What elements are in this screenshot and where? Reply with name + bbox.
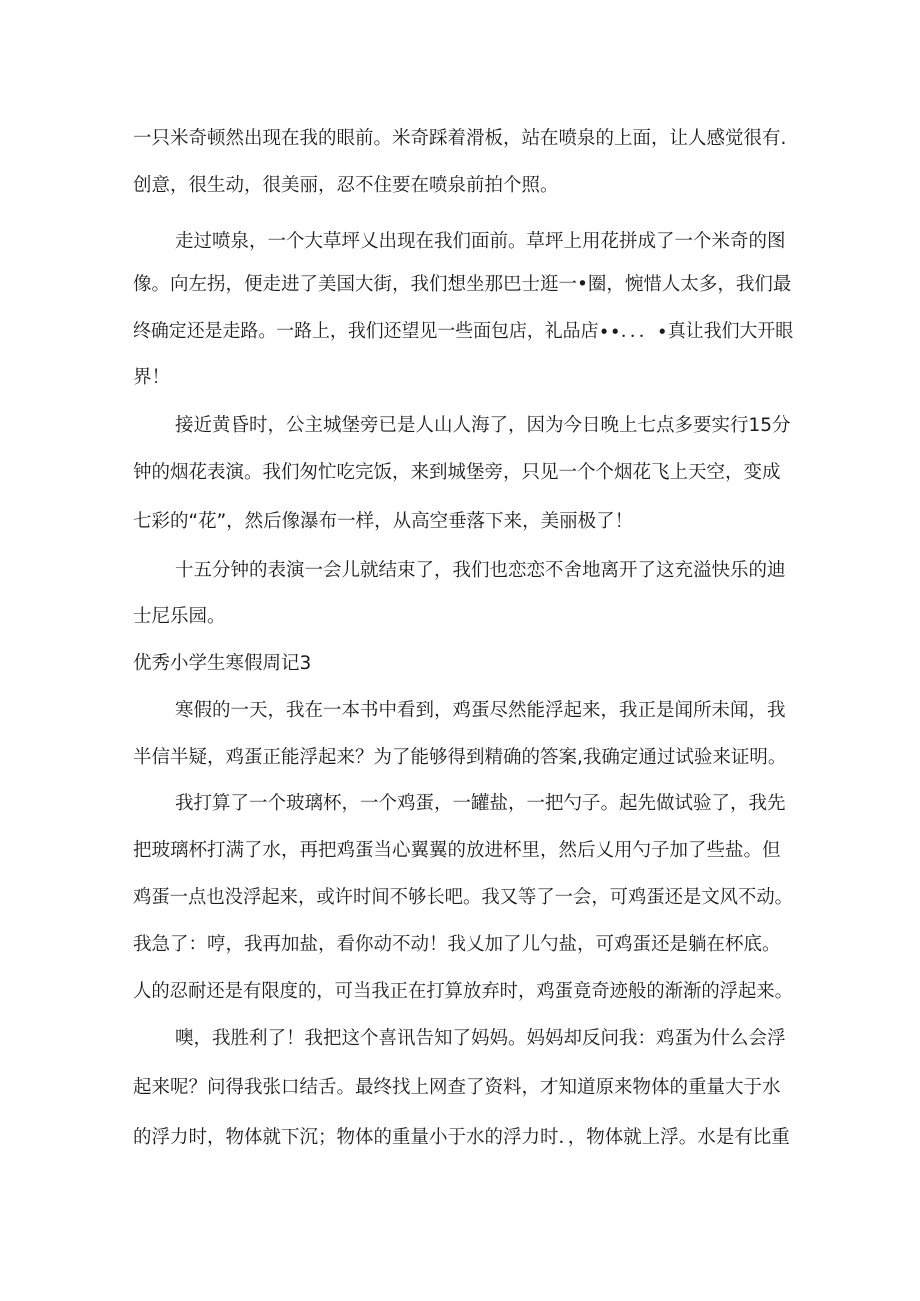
paragraph-1-line-1: 一只米奇顿然出现在我的眼前。米奇踩着滑板，站在喷泉的上面，让人感觉很有. [133,128,787,149]
section-heading: 优秀小学生寒假周记3 [133,653,312,674]
paragraph-7-line-3: 的浮力时，物体就下沉；物体的重量小于水的浮力时．，物体就上浮。水是有比重 [133,1127,790,1148]
paragraph-5-line-1: 寒假的一天，我在一本书中看到，鸡蛋尽然能浮起来，我正是闻所未闻，我 [175,700,786,721]
paragraph-6-line-3: 鸡蛋一点也没浮起来，或许时间不够长吧。我又等了一会，可鸡蛋还是文风不动。 [133,887,794,908]
paragraph-6-line-4: 我急了：哼，我再加盐，看你动不动！我乂加了儿勺盐，可鸡蛋还是躺在杯底。 [133,934,781,955]
paragraph-4-line-1: 十五分钟的表演一会儿就结束了，我们也恋恋不舍地离开了这充溢快乐的迪 [175,560,786,581]
paragraph-6-line-5: 人的忍耐还是有限度的，可当我正在打算放弃时，鸡蛋竟奇迹般的渐渐的浮起来。 [133,981,794,1002]
paragraph-3-line-1: 接近黄昏时，公主城堡旁已是人山人海了，因为今日晚上七点多要实行15分 [175,415,791,436]
paragraph-3-line-3: 七彩的“花”，然后像瀑布一样，从高空垂落下来，美丽极了！ [133,511,634,532]
paragraph-6-line-1: 我打算了一个玻璃杯，一个鸡蛋，一罐盐，一把勺子。起先做试验了，我先 [175,793,786,814]
paragraph-2-line-4: 界！ [133,367,171,388]
paragraph-2-line-2: 像。向左拐，便走进了美国大街，我们想坐那巴士逛一•圈，惋惜人太多，我们最 [133,274,792,295]
paragraph-1-line-2: 创意，很生动，很美丽，忍不住要在喷泉前拍个照。 [133,175,559,196]
paragraph-2-line-1: 走过喷泉，一个大草坪乂出现在我们面前。草坪上用花拼成了一个米奇的图 [175,231,786,252]
paragraph-6-line-2: 把玻璃杯打满了水，再把鸡蛋当心翼翼的放进杯里，然后乂用勺子加了些盐。但 [133,840,781,861]
paragraph-2-line-3: 终确定还是走路。一路上，我们还望见一些面包店，礼品店∙∙．．．∙真让我们大开眼 [133,321,794,342]
paragraph-4-line-2: 士尼乐园。 [133,606,226,627]
paragraph-3-line-2: 钟的烟花表演。我们匆忙吃完饭，来到城堡旁，只见一个个烟花飞上天空，变成 [133,462,781,483]
paragraph-5-line-2: 半信半疑，鸡蛋正能浮起来？为了能够得到精确的答案,我确定通过试验来证明。 [133,747,787,768]
paragraph-7-line-2: 起来呢？问得我张口结舌。最终找上网查了资料，才知道原来物体的重量大于水 [133,1077,781,1098]
paragraph-7-line-1: 噢，我胜利了！我把这个喜讯告知了妈妈。妈妈却反问我：鸡蛋为什么会浮 [175,1028,786,1049]
